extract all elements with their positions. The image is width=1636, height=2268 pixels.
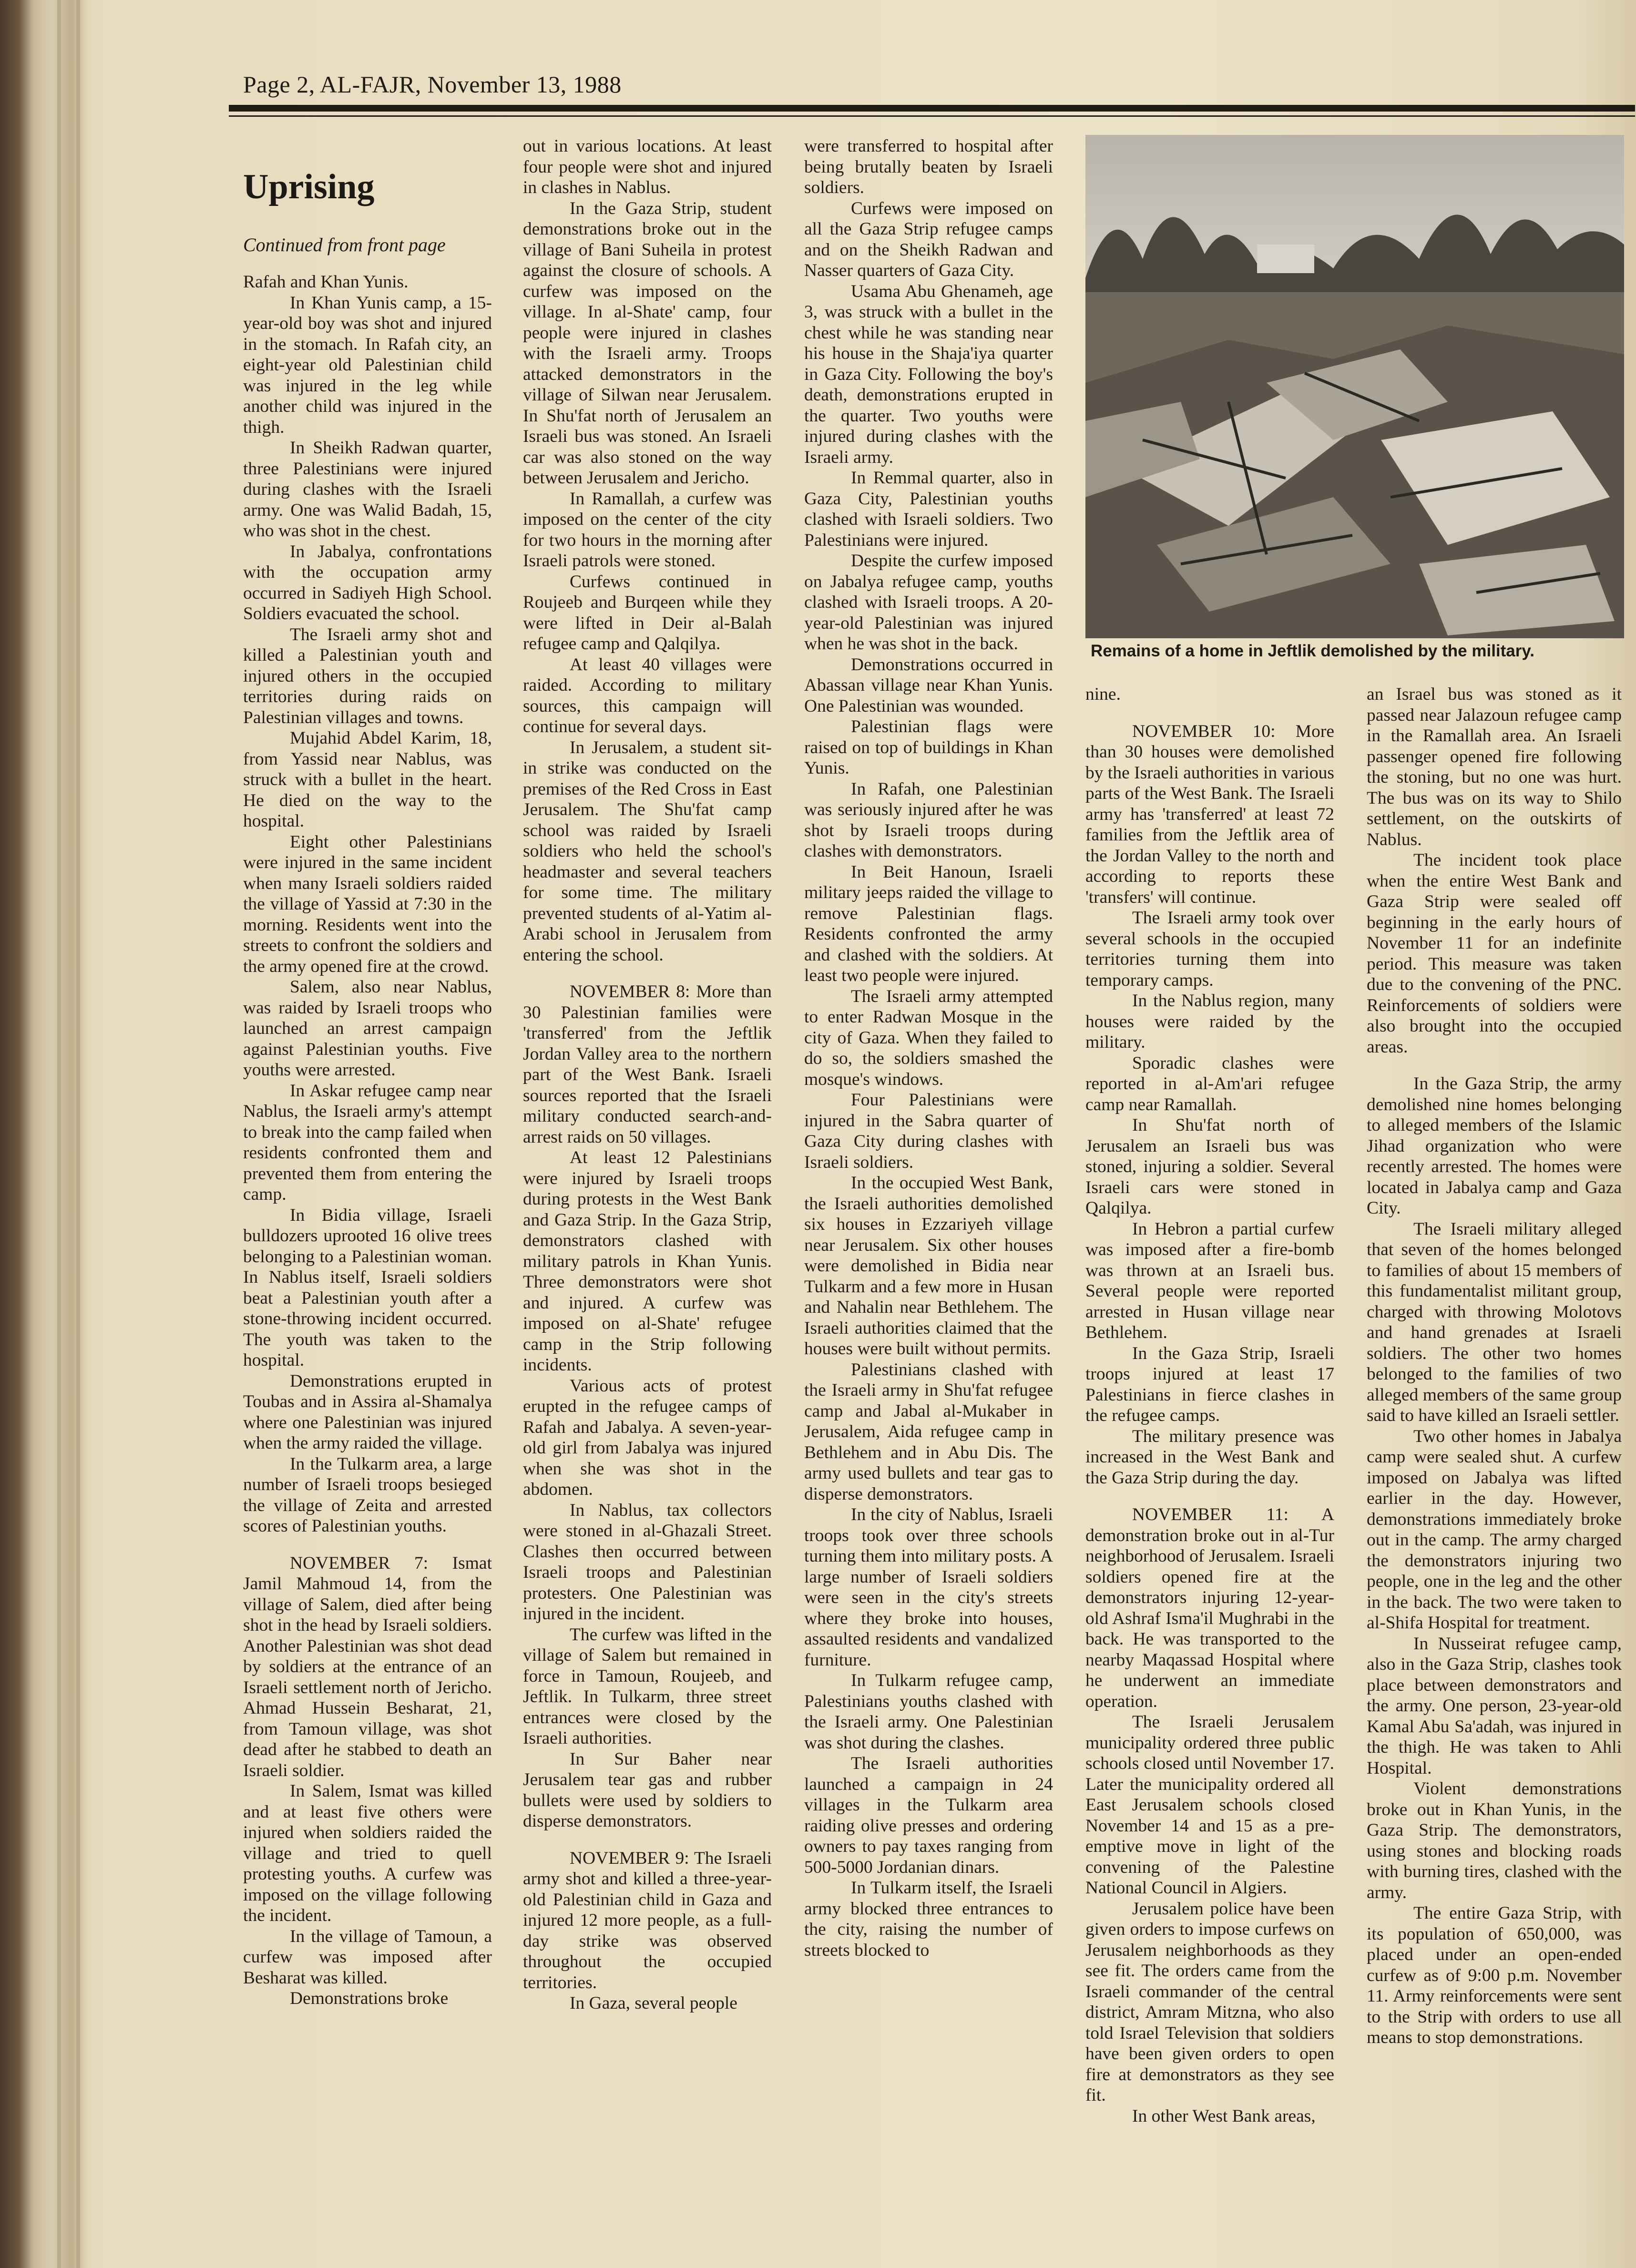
article-paragraph: Despite the curfew imposed on Jabalya refugee camp, youths clashed with Israeli troops. A 20-year-old Palestinian was injured when he was shot in the back.	[804, 551, 1053, 654]
article-paragraph: Violent demonstrations broke out in Khan Yunis, in the Gaza Strip. The demonstrators, using stones and blocking roads with burning tires, clashed with the army.	[1367, 1779, 1622, 1902]
article-paragraph: Various acts of protest erupted in the refugee camps of Rafah and Jabalya. A seven-year-old girl from Jabalya was injured when she was shot in the abdomen.	[523, 1376, 772, 1499]
article-paragraph: nine.	[1085, 684, 1121, 704]
article-paragraph: In the village of Tamoun, a curfew was imposed after Besharat was killed.	[243, 1926, 492, 1988]
article-paragraph: In the occupied West Bank, the Israeli authorities demolished six houses in Ezzariyeh village near Jerusalem. Six other houses were demolished in Bidia near Tulkarm and a few more in Husan and Nahalin near Bethlehem. The Israeli authorities claimed that the houses were built without permits.	[804, 1173, 1053, 1359]
article-paragraph: In the Tulkarm area, a large number of Israeli troops besieged the village of Zeita and arrested scores of Palestinian youths.	[243, 1454, 492, 1536]
headline: Uprising	[243, 167, 375, 206]
article-paragraph: The Israeli army shot and killed a Palestinian youth and injured others in the occupied territories during raids on Palestinian villages and towns.	[243, 624, 492, 727]
article-column-1	[243, 272, 492, 2178]
article-paragraph: The entire Gaza Strip, with its population of 650,000, was placed under an open-ended curfew as of 9:00 p.m. November 11. Army reinforcements were sent to the Strip with orders to use all means to stop demonstrations.	[1367, 1903, 1622, 2047]
article-paragraph: In Askar refugee camp near Nablus, the Israeli army's attempt to break into the camp failed when residents confronted them and prevented them from entering the camp.	[243, 1081, 492, 1204]
article-paragraph: The incident took place when the entire West Bank and Gaza Strip were sealed off beginning in the early hours of November 11 for an indefinite period. This measure was taken due to the convening of the PNC. Reinforcements of soldiers were also brought into the occupied areas.	[1367, 850, 1622, 1057]
article-paragraph: Salem, also near Nablus, was raided by Israeli troops who launched an arrest campaign against Palestinian youths. Five youths were arrested.	[243, 977, 492, 1080]
article-paragraph: Eight other Palestinians were injured in the same incident when many Israeli soldiers raided the village of Yassid at 7:30 in the morning. Residents went into the streets to confront the soldiers and the army opened fire at the crowd.	[243, 832, 492, 976]
article-paragraph: In Shu'fat north of Jerusalem an Israeli bus was stoned, injuring a soldier. Several Israeli cars were stoned in Qalqilya.	[1085, 1115, 1334, 1218]
article-paragraph: were transferred to hospital after being brutally beaten by Israeli soldiers.	[804, 136, 1053, 197]
article-paragraph: In Rafah, one Palestinian was seriously injured after he was shot by Israeli troops during clashes with demonstrators.	[804, 779, 1053, 861]
article-paragraph: In Ramallah, a curfew was imposed on the center of the city for two hours in the morning after Israeli patrols were stoned.	[523, 489, 772, 571]
kicker: Continued from front page	[243, 234, 446, 255]
article-paragraph: Two other homes in Jabalya camp were sealed shut. A curfew imposed on Jabalya was lifted earlier in the day. However, demonstrations immediately broke out in the camp. The army charged the demonstrators injuring two people, one in the leg and the other in the back. The two were taken to al-Shifa Hospital for treatment.	[1367, 1426, 1622, 1633]
article-paragraph: out in various locations. At least four people were shot and injured in clashes in Nablus.	[523, 136, 772, 197]
article-paragraph: Rafah and Khan Yunis.	[243, 272, 409, 292]
article-paragraph: In Remmal quarter, also in Gaza City, Palestinian youths clashed with Israeli soldiers. Two Palestinians were injured.	[804, 468, 1053, 550]
article-column-2	[523, 136, 772, 2190]
article-paragraph: Demonstrations broke	[290, 1989, 449, 2008]
article-paragraph: The Israeli military alleged that seven of the homes belonged to families of about 15 members of this fundamentalist militant group, charged with throwing Molotovs and hand grenades at Israeli soldiers. The other two homes belonged to the families of two alleged members of the same group said to have killed an Israeli settler.	[1367, 1219, 1622, 1425]
article-paragraph: The military presence was increased in the West Bank and the Gaza Strip during the day.	[1085, 1426, 1334, 1488]
photo-caption: Remains of a home in Jeftlik demolished by the military.	[1091, 642, 1534, 660]
article-column-5	[1367, 684, 1622, 2190]
article-paragraph: Usama Abu Ghenameh, age 3, was struck with a bullet in the chest while he was standing near his house in the Shaja'iya quarter in Gaza City. Following the boy's death, demonstrations erupted in the quarter. Two youths were injured during clashes with the Israeli army.	[804, 281, 1053, 467]
newspaper-page	[229, 62, 1636, 2268]
article-paragraph: The curfew was lifted in the village of Salem but remained in force in Tamoun, Roujeeb, and Jeftlik. In Tulkarm, three street entrances were closed by the Israeli authorities.	[523, 1624, 772, 1748]
article-paragraph: Jerusalem police have been given orders to impose curfews on Jerusalem neighborhoods as they see fit. The orders came from the Israeli commander of the central district, Amram Mitzna, who also told Israel Television that soldiers have been given orders to open fire at demonstrators as they see fit.	[1085, 1899, 1334, 2105]
article-paragraph: In Hebron a partial curfew was imposed after a fire-bomb was thrown at an Israeli bus. Several people were reported arrested in Husan village near Bethlehem.	[1085, 1219, 1334, 1342]
article-paragraph: In other West Bank areas,	[1132, 2106, 1316, 2126]
article-paragraph: In the Gaza Strip, the army demolished nine homes belonging to alleged members of the Islamic Jihad organization who were recently arrested. The homes were located in Jabalya camp and Gaza City.	[1367, 1074, 1622, 1218]
article-paragraph: In Jabalya, confrontations with the occupation army occurred in Sadiyeh High School. Soldiers evacuated the school.	[243, 541, 492, 623]
article-paragraph: In Nablus, tax collectors were stoned in al-Ghazali Street. Clashes then occurred between Israeli troops and Palestinian protesters. One Palestinian was injured in the incident.	[523, 1500, 772, 1624]
article-paragraph: In the city of Nablus, Israeli troops took over three schools turning them into military posts. A large number of Israeli soldiers were seen in the city's streets where they broke into houses, assaulted residents and vandalized furniture.	[804, 1505, 1053, 1670]
article-paragraph: In Beit Hanoun, Israeli military jeeps raided the village to remove Palestinian flags. Residents confronted the army and clashed with the soldiers. At least two people were injured.	[804, 862, 1053, 985]
article-paragraph: The Israeli army took over several schools in the occupied territories turning them into temporary camps.	[1085, 908, 1334, 990]
article-paragraph: Curfews were imposed on all the Gaza Strip refugee camps and on the Sheikh Radwan and Nasser quarters of Gaza City.	[804, 198, 1053, 280]
article-paragraph: In the Gaza Strip, student demonstrations broke out in the village of Bani Suheila in protest against the closure of schools. A curfew was imposed on the village. In al-Shate' camp, four people were injured in clashes with the Israeli army. Troops attacked demonstrators in the village of Silwan near Jerusalem. In Shu'fat north of Jerusalem an Israeli bus was stoned. An Israeli car was also stoned on the way between Jerusalem and Jericho.	[523, 198, 772, 488]
photo-demolished-home	[1085, 135, 1624, 638]
article-paragraph: In Bidia village, Israeli bulldozers uprooted 16 olive trees belonging to a Palestinian woman. In Nablus itself, Israeli soldiers beat a Palestinian youth after a stone-throwing incident occurred. The youth was taken to the hospital.	[243, 1205, 492, 1370]
header-rule	[229, 105, 1635, 112]
article-paragraph: In Jerusalem, a student sit-in strike was conducted on the premises of the Red Cross in East Jerusalem. The Shu'fat camp school was raided by Israeli soldiers who held the school's headmaster and several teachers for some time. The military prevented students of al-Yatim al-Arabi school in Jerusalem from entering the school.	[523, 737, 772, 965]
article-paragraph: In Salem, Ismat was killed and at least five others were injured when soldiers raided the village and tried to quell protesting youths. A curfew was imposed on the village following the incident.	[243, 1781, 492, 1925]
article-paragraph: In Khan Yunis camp, a 15-year-old boy was shot and injured in the stomach. In Rafah city, an eight-year old Palestinian child was injured in the leg while another child was injured in the thigh.	[243, 293, 492, 437]
article-paragraph: NOVEMBER 9: The Israeli army shot and killed a three-year-old Palestinian child in Gaza and injured 12 more people, as a full-day strike was observed throughout the occupied territories.	[523, 1848, 772, 1992]
article-paragraph: In the Gaza Strip, Israeli troops injured at least 17 Palestinians in fierce clashes in the refugee camps.	[1085, 1343, 1334, 1425]
article-paragraph: In Sheikh Radwan quarter, three Palestinians were injured during clashes with the Israeli army. One was Walid Badah, 15, who was shot in the chest.	[243, 438, 492, 541]
article-column-3	[804, 136, 1053, 2190]
article-paragraph: In the Nablus region, many houses were raided by the military.	[1085, 991, 1334, 1052]
article-paragraph: The Israeli Jerusalem municipality ordered three public schools closed until November 17. Later the municipality ordered all East Jerusalem schools closed November 14 and 15 as a pre-emptive move in light of the convening of the Palestine National Council in Algiers.	[1085, 1712, 1334, 1898]
article-paragraph: In Tulkarm refugee camp, Palestinians youths clashed with the Israeli army. One Palestinian was shot during the clashes.	[804, 1671, 1053, 1753]
article-paragraph: The Israeli army attempted to enter Radwan Mosque in the city of Gaza. When they failed to do so, the soldiers smashed the mosque's windows.	[804, 986, 1053, 1089]
binding-edge	[57, 0, 61, 2268]
article-paragraph: At least 12 Palestinians were injured by Israeli troops during protests in the West Bank and Gaza Strip. In the Gaza Strip, demonstrators clashed with military patrols in Khan Yunis. Three demonstrators were shot and injured. A curfew was imposed on al-Shate' refugee camp in the Strip following incidents.	[523, 1148, 772, 1375]
article-paragraph: Four Palestinians were injured in the Sabra quarter of Gaza City during clashes with Israeli soldiers.	[804, 1090, 1053, 1172]
article-paragraph: Sporadic clashes were reported in al-Am'ari refugee camp near Ramallah.	[1085, 1053, 1334, 1114]
article-paragraph: Curfews continued in Roujeeb and Burqeen while they were lifted in Deir al-Balah refugee camp and Qalqilya.	[523, 572, 772, 654]
article-paragraph: At least 40 villages were raided. According to military sources, this campaign will continue for several days.	[523, 654, 772, 736]
article-paragraph: The Israeli authorities launched a campaign in 24 villages in the Tulkarm area raiding olive presses and ordering owners to pay taxes ranging from 500-5000 Jordanian dinars.	[804, 1754, 1053, 1877]
article-paragraph: an Israel bus was stoned as it passed near Jalazoun refugee camp in the Ramallah area. An Israeli passenger opened fire following the stoning, but no one was hurt. The bus was on its way to Shilo settlement, on the outskirts of Nablus.	[1367, 684, 1622, 849]
running-head: Page 2, AL-FAJR, November 13, 1988	[243, 71, 622, 98]
article-paragraph: In Gaza, several people	[570, 1993, 737, 2013]
article-column-4	[1085, 684, 1334, 2190]
article-paragraph: In Nusseirat refugee camp, also in the Gaza Strip, clashes took place between demonstrators and the army. One person, 23-year-old Kamal Abu Sa'adah, was injured in the thigh. He was taken to Ahli Hospital.	[1367, 1634, 1622, 1778]
article-paragraph: In Tulkarm itself, the Israeli army blocked three entrances to the city, raising the number of streets blocked to	[804, 1878, 1053, 1960]
binding-edge	[76, 0, 80, 2268]
article-paragraph: Palestinians clashed with the Israeli army in Shu'fat refugee camp and Jabal al-Mukaber in Jerusalem, Aida refugee camp in Bethlehem and in Abu Dis. The army used bullets and tear gas to disperse demonstrators.	[804, 1359, 1053, 1504]
rubble-photo-image	[1085, 135, 1624, 638]
article-paragraph: Demonstrations erupted in Toubas and in Assira al-Shamalya where one Palestinian was injured when the army raided the village.	[243, 1371, 492, 1453]
header-rule-thin	[229, 115, 1635, 117]
article-paragraph: Mujahid Abdel Karim, 18, from Yassid near Nablus, was struck with a bullet in the heart. He died on the way to the hospital.	[243, 728, 492, 831]
article-paragraph: NOVEMBER 11: A demonstration broke out in al-Tur neighborhood of Jerusalem. Israeli soldiers opened fire at the demonstrators injuring 12-year-old Ashraf Isma'il Mughrabi in the back. He was transported to the nearby Maqassad Hospital where he underwent an immediate operation.	[1085, 1505, 1334, 1711]
article-paragraph: NOVEMBER 10: More than 30 houses were demolished by the Israeli authorities in various parts of the West Bank. The Israeli army has 'transferred' at least 72 families from the Jeftlik area of the Jordan Valley to the north and according to reports these 'transfers' will continue.	[1085, 721, 1334, 907]
article-paragraph: NOVEMBER 8: More than 30 Palestinian families were 'transferred' from the Jeftlik Jordan Valley area to the northern part of the West Bank. Israeli sources reported that the Israeli military conducted search-and-arrest raids on 50 villages.	[523, 982, 772, 1147]
article-paragraph: Palestinian flags were raised on top of buildings in Khan Yunis.	[804, 717, 1053, 778]
article-paragraph: Demonstrations occurred in Abassan village near Khan Yunis. One Palestinian was wounded.	[804, 654, 1053, 716]
article-paragraph: NOVEMBER 7: Ismat Jamil Mahmoud 14, from the village of Salem, died after being shot in the head by Israeli soldiers. Another Palestinian was shot dead by soldiers at the entrance of an Israeli settlement north of Jericho. Ahmad Hussein Besharat, 21, from Tamoun village, was shot dead after he stabbed to death an Israeli soldier.	[243, 1553, 492, 1780]
article-paragraph: In Sur Baher near Jerusalem tear gas and rubber bullets were used by soldiers to disperse demonstrators.	[523, 1749, 772, 1831]
